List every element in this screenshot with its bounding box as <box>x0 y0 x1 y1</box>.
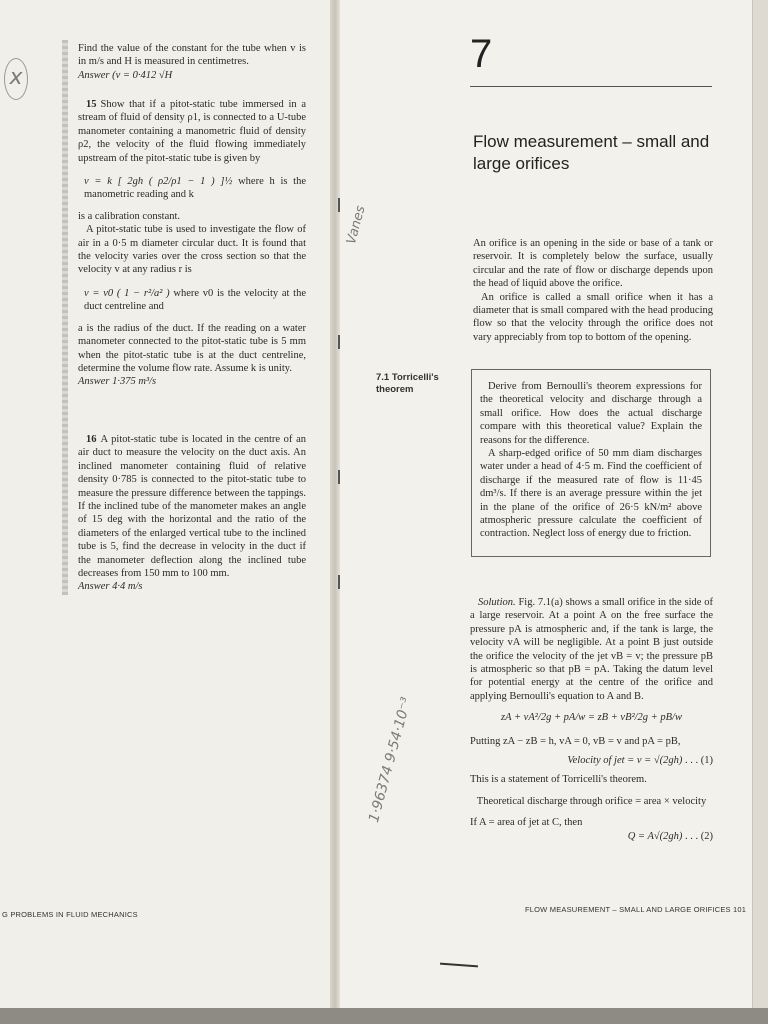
left-footer: G PROBLEMS IN FLUID MECHANICS <box>2 910 138 919</box>
box-paragraph-1: Derive from Bernoulli's theorem expressions for the theoretical velocity and discharge through a small orifice. How does the actual discharge compare with this theoretical value? Explain the reasons for the difference. <box>480 381 702 446</box>
discharge-equation: Q = A√(2gh) <box>627 830 683 842</box>
discharge-line: Theoretical discharge through orifice = area × velocity <box>476 795 707 807</box>
box-paragraph-2: A sharp-edged orifice of 50 mm diam discharges water under a head of 4·5 m. Find the coefficient of discharge if the measured rate of flow is 11·45 dm³/s. If there is an average pressure within the jet in the plane of the orifice of 26·5 kN/m² above atmospheric pressure calculate the coefficient of contraction. Neglect loss of energy due to friction. <box>480 448 702 540</box>
putting-line: Putting zA − zB = h, vA = 0, vB = v and pA = pB, <box>470 735 681 747</box>
left-intro <box>78 42 306 82</box>
chapter-number: 7 <box>470 32 493 76</box>
page-edge <box>752 0 768 1010</box>
q15-cont: is a calibration constant. <box>78 210 181 222</box>
margin-tick <box>338 470 340 484</box>
q15-formula2: v = v0 ( 1 − r²/a² ) <box>84 287 170 299</box>
solution <box>470 596 713 843</box>
section-heading: 7.1 Torricelli's theorem <box>376 372 439 395</box>
q15-number: 15 <box>86 99 97 110</box>
q15-part2: A pitot-static tube is used to investigate the flow of air in a 0·5 m diameter circular duct. It is found that the velocity varies over the cross section so that the velocity v at any radius r is <box>78 224 306 276</box>
right-footer: FLOW MEASUREMENT – SMALL AND LARGE ORIFICES 101 <box>525 905 747 914</box>
handwritten-calculation: 1·96374 9·54·10⁻³ <box>366 695 415 825</box>
q15-answer: Answer 1·375 m³/s <box>78 376 157 388</box>
torricelli-statement: This is a statement of Torricelli's theorem. <box>470 774 647 786</box>
velocity-equation: Velocity of jet = v = √(2gh) <box>567 755 683 767</box>
q15-formula2-tail: where v0 is the velocity at the duct centreline and <box>84 287 306 313</box>
chapter-title: Flow measurement – small and large orifices <box>473 132 710 173</box>
equation-2-label: . . . (2) <box>685 830 713 842</box>
question-15 <box>78 98 306 389</box>
handwritten-margin-note: Vanes <box>344 204 369 246</box>
solution-label: Solution. <box>478 597 516 608</box>
margin-shadow <box>62 40 68 595</box>
margin-tick <box>338 198 340 212</box>
chapter-rule <box>470 86 712 87</box>
intro-text: Find the value of the constant for the tube when v is in m/s and H is measured in centimetres. <box>78 43 306 68</box>
problem-box-text <box>480 380 702 541</box>
q15-text: Show that if a pitot-static tube immersed in a stream of fluid of density ρ1, is connected to a U-tube manometer containing a manometric fluid of density ρ2, the velocity of the fluid flowing immediately upstream of the pitot-static tube is given by <box>78 99 306 164</box>
intro-paragraph-1: An orifice is an opening in the side or base of a tank or reservoir. It is completely below the surface, usually circular and the rate of flow or discharge depends upon the head of liquid above the orifice. <box>473 238 713 290</box>
q16-number: 16 <box>86 434 97 445</box>
q15-formula: v = k [ 2gh ( ρ2/ρ1 − 1 ) ]½ <box>84 176 233 188</box>
intro-paragraph-2: An orifice is called a small orifice when it has a diameter that is small compared with the head producing flow so that the velocity through the orifice does not vary appreciably from top to bottom of the opening. <box>473 291 713 343</box>
book-spine <box>330 0 340 1010</box>
question-16 <box>78 433 306 594</box>
bernoulli-equation: zA + vA²/2g + pA/w = zB + vB²/2g + pB/w <box>501 712 682 724</box>
chapter-intro <box>473 237 713 344</box>
margin-tick <box>338 335 340 349</box>
q15-formula-tail: where h is the manometric reading and k <box>84 176 307 201</box>
equation-1-label: . . . (1) <box>685 755 713 767</box>
q16-text: A pitot-static tube is located in the centre of an air duct to measure the velocity on the duct axis. An inclined manometer containing fluid of relative density 0·785 is connected to the pitot-static tube to measure the pressure difference between the tappings. If the inclined tube of the manometer makes an angle of 15 deg with the horizontal and the ratio of the diameters of the enlarged vertical tube to the inclined tube is 5, find the decrease in velocity in the duct if the manometer deflection along the inclined tube decreases from 150 mm to 100 mm. <box>78 434 306 580</box>
q15-part3: a is the radius of the duct. If the reading on a water manometer connected to the pitot-static tube is 5 mm when the pitot-static tube is at the duct centreline, determine the volume flow rate. Assume k is unity. <box>78 322 306 374</box>
margin-tick <box>338 575 340 589</box>
solution-text: Fig. 7.1(a) shows a small orifice in the side of a large reservoir. At a point A on the free surface the pressure pA is atmospheric and, if the tank is large, the velocity vA will be negligible. At a point B just outside the orifice the velocity of the jet vB = v; the pressure pB is atmospheric so that pB = pA. Taking the datum level for potential energy at the centre of the orifice and applying Bernoulli's equation to A and B. <box>470 597 713 702</box>
intro-answer: Answer (v = 0·412 √H <box>78 69 173 81</box>
handwritten-corner-mark: x <box>4 58 28 100</box>
q16-answer: Answer 4·4 m/s <box>78 581 143 593</box>
scan-background <box>0 1008 768 1024</box>
area-line: If A = area of jet at C, then <box>470 817 583 829</box>
